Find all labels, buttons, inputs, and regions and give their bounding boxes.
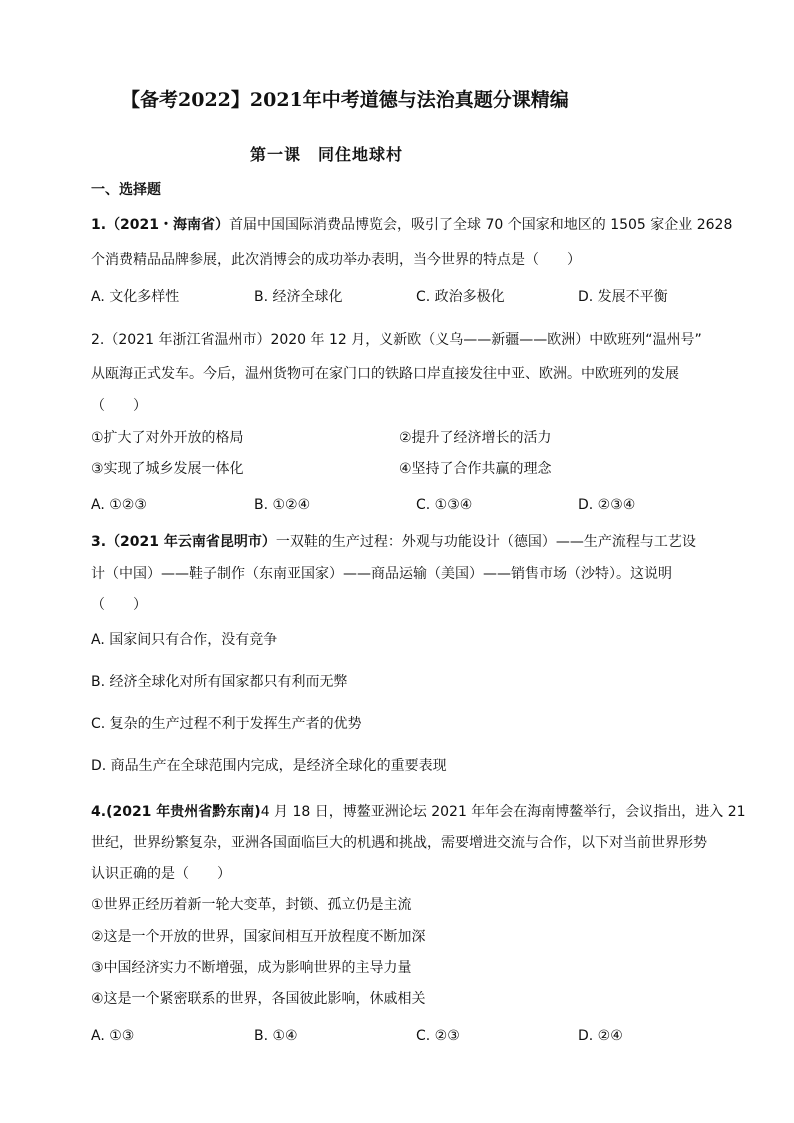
question-4-line-2: 世纪，世界纷繁复杂，亚洲各国面临巨大的机遇和挑战，需要增进交流与合作，以下对当前世界形势 (91, 835, 707, 851)
question-4-option-d: D. ②④ (578, 1028, 623, 1044)
section-heading: 一、选择题 (91, 182, 161, 198)
question-2-option-d: D. ②③④ (578, 497, 636, 513)
question-3-line-2: 计（中国）——鞋子制作（东南亚国家）——商品运输（美国）——销售市场（沙特）。这说明 (91, 566, 672, 582)
lesson-title: 第一课 同住地球村 (250, 145, 404, 164)
question-source: （2021・海南省） (106, 217, 230, 233)
question-2-statement-2: ②提升了经济增长的活力 (399, 430, 552, 446)
question-2-line-1 (91, 332, 702, 348)
question-4-statement-1: ①世界正经历着新一轮大变革，封锁、孤立仍是主流 (91, 897, 412, 913)
question-2-line-2: 从瓯海正式发车。今后，温州货物可在家门口的铁路口岸直接发往中亚、欧洲。中欧班列的发展 (91, 366, 679, 382)
question-2-option-a: A. ①②③ (91, 497, 147, 513)
question-3-option-a: A. 国家间只有合作，没有竞争 (91, 632, 278, 648)
question-3-line-3: （ ） (91, 597, 147, 613)
question-3-option-b: B. 经济全球化对所有国家都只有利而无弊 (91, 674, 348, 690)
question-text: 4 月 18 日，博鳌亚洲论坛 2021 年年会在海南博鳌举行，会议指出，进入 21 (260, 804, 746, 820)
question-4-statement-3: ③中国经济实力不断增强，成为影响世界的主导力量 (91, 960, 412, 976)
question-4-option-c: C. ②③ (416, 1028, 460, 1044)
question-1-line-2: 个消费精品品牌参展，此次消博会的成功举办表明，当今世界的特点是（ ） (91, 252, 581, 268)
question-4-statement-2: ②这是一个开放的世界，国家间相互开放程度不断加深 (91, 929, 426, 945)
question-1-option-c: C. 政治多极化 (416, 289, 505, 305)
question-text: 首届中国国际消费品博览会，吸引了全球 70 个国家和地区的 1505 家企业 2628 (229, 217, 733, 233)
question-1-option-a: A. 文化多样性 (91, 289, 180, 305)
question-3-line-1 (91, 534, 696, 550)
question-text: 一双鞋的生产过程：外观与功能设计（德国）——生产流程与工艺设 (275, 534, 696, 550)
question-number: 3. (91, 534, 107, 550)
question-1-option-d: D. 发展不平衡 (578, 289, 668, 305)
question-4-option-b: B. ①④ (254, 1028, 298, 1044)
question-2-option-c: C. ①③④ (416, 497, 473, 513)
question-2-statement-4: ④坚持了合作共赢的理念 (399, 461, 552, 477)
question-text: 2020 年 12 月，义新欧（义乌——新疆——欧洲）中欧班列“温州号” (270, 332, 702, 348)
question-source: （2021 年浙江省温州市） (104, 332, 271, 348)
question-4-option-a: A. ①③ (91, 1028, 135, 1044)
question-2-statement-3: ③实现了城乡发展一体化 (91, 461, 244, 477)
question-3-option-c: C. 复杂的生产过程不利于发挥生产者的优势 (91, 716, 362, 732)
question-4-line-3: 认识正确的是（ ） (91, 866, 231, 882)
question-4-statement-4: ④这是一个紧密联系的世界，各国彼此影响，休戚相关 (91, 991, 426, 1007)
question-number: 4. (91, 804, 107, 820)
question-4-line-1 (91, 804, 746, 820)
question-2-line-3: （ ） (91, 398, 147, 414)
question-number: 2. (91, 332, 105, 348)
question-source: (2021 年贵州省黔东南) (106, 804, 261, 820)
question-number: 1. (91, 217, 107, 233)
document-title: 【备考2022】2021年中考道德与法治真题分课精编 (121, 89, 569, 111)
question-3-option-d: D. 商品生产在全球范围内完成，是经济全球化的重要表现 (91, 758, 447, 774)
question-2-statement-1: ①扩大了对外开放的格局 (91, 430, 244, 446)
question-1-option-b: B. 经济全球化 (254, 289, 343, 305)
question-2-option-b: B. ①②④ (254, 497, 311, 513)
question-source: （2021 年云南省昆明市） (106, 534, 276, 550)
question-1-line-1 (91, 217, 732, 233)
